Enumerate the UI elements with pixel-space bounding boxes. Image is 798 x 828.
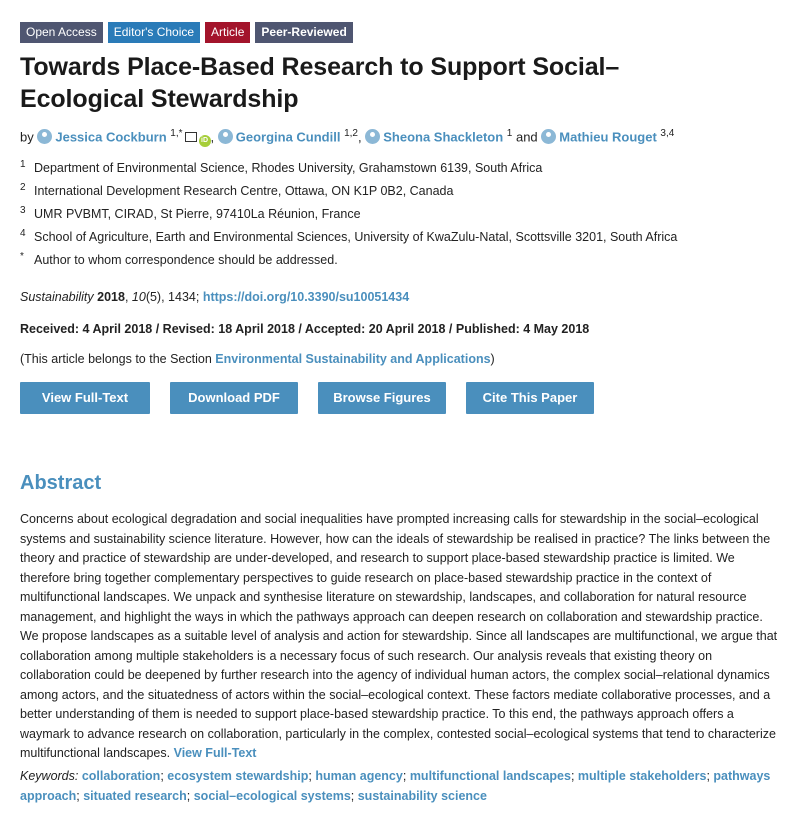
citation-issue-pages: (5), 1434; <box>145 290 200 304</box>
affiliation-number: 1 <box>20 159 26 170</box>
affiliation-number: * <box>20 251 24 262</box>
author-sup-3: 1 <box>506 128 513 139</box>
correspondence-note <box>20 249 778 272</box>
keyword-link[interactable]: ecosystem stewardship <box>167 768 309 783</box>
cite-this-paper-button[interactable]: Cite This Paper <box>466 382 594 414</box>
keywords-section: Keywords: collaboration; ecosystem stewardship; human agency; multifunctional landscapes; multiple stakeholders; pathways approach; situated research; social–ecological systems; sustainability science <box>20 768 771 803</box>
section-link[interactable]: Environmental Sustainability and Applications <box>215 352 491 366</box>
section-note <box>20 350 778 368</box>
affiliation-text: UMR PVBMT, CIRAD, St Pierre, 97410La Réunion, France <box>34 207 361 221</box>
email-icon[interactable] <box>185 132 197 142</box>
doi-link[interactable]: https://doi.org/10.3390/su10051434 <box>202 290 410 304</box>
affiliation-number: 2 <box>20 182 26 193</box>
keyword-link[interactable]: sustainability science <box>357 788 487 803</box>
abstract-text: Concerns about ecological degradation and social inequalities have prompted increasing calls for stewardship in the social–ecological systems and sustainability science literature. However, how can the ideals of stewardship be realised in practice? The links between the theory and practice of stewardship are under-developed, and research to support place-based stewardship practice is limited. We therefore bring together complementary perspectives to guide research on place-based stewardship practice in the context of multifunctional landscapes. We unpack and synthesise literature on stewardship, landscapes, and collaboration for natural resource management, and highlight the ways in which the pathways approach can deepen research on collaboration and stewardship practice. We propose landscapes as a suitable level of analysis and action for stewardship. Since all landscapes are multifunctional, we argue that collaboration among multiple stakeholders is a necessary focus of such research. Our analysis reveals that existing theory on collaboration could be deepened by further research into the agency of individual human actors, the complex social–relational dynamics among actors, and the situatedness of actors within the social–ecological context. These factors mediate collaborative processes, and a better understanding of them is needed to support place-based stewardship practice. To this end, the pathways approach offers a waymark to advance research on collaboration, particularly in the complex, contested social–ecological systems that tend to characterize multifunctional landscapes. <box>20 512 778 760</box>
keywords-label: Keywords: <box>20 768 79 783</box>
section-prefix: (This article belongs to the Section <box>20 352 212 366</box>
citation-line: Sustainability 2018, 10(5), 1434; https://doi.org/10.3390/su10051434 <box>20 290 410 304</box>
section-suffix: ) <box>490 352 495 366</box>
title-line-2: Ecological Stewardship <box>20 85 299 113</box>
citation-volume: 10 <box>131 290 146 304</box>
title-line-1: Towards Place-Based Research to Support Social– <box>20 53 620 81</box>
affiliation-item <box>20 203 778 226</box>
author-link-3[interactable]: Sheona Shackleton <box>383 129 504 145</box>
person-icon <box>218 129 233 144</box>
abstract-view-full-text-link[interactable]: View Full-Text <box>173 746 257 760</box>
person-icon <box>365 129 380 144</box>
badge-open-access[interactable]: Open Access <box>20 22 103 43</box>
action-buttons <box>20 382 778 414</box>
author-sup-1: 1,* <box>170 128 183 139</box>
affiliation-item <box>20 226 778 249</box>
badge-peer-reviewed: Peer-Reviewed <box>255 22 352 43</box>
affiliation-text: School of Agriculture, Earth and Environmental Sciences, University of KwaZulu-Natal, Scottsville 3201, South Africa <box>34 230 678 244</box>
article-title <box>20 51 778 115</box>
author-sup-2: 1,2 <box>344 128 358 139</box>
orcid-icon[interactable]: iD <box>199 135 211 147</box>
author-sup-4: 3,4 <box>660 128 675 139</box>
publication-dates: Received: 4 April 2018 / Revised: 18 April 2018 / Accepted: 20 April 2018 / Published: 4 May 2018 <box>20 322 590 336</box>
author-link-4[interactable]: Mathieu Rouget <box>559 129 657 145</box>
abstract-heading: Abstract <box>20 472 102 494</box>
affiliation-text: International Development Research Centre, Ottawa, ON K1P 0B2, Canada <box>34 184 454 198</box>
badge-row <box>20 22 778 43</box>
keyword-link[interactable]: pathways approach <box>20 768 771 803</box>
person-icon <box>37 129 52 144</box>
view-full-text-button[interactable]: View Full-Text <box>20 382 150 414</box>
person-icon <box>541 129 556 144</box>
author-and: and <box>515 129 538 145</box>
keyword-link[interactable]: multifunctional landscapes <box>409 768 571 783</box>
author-link-2[interactable]: Georgina Cundill <box>235 129 341 145</box>
keyword-link[interactable]: social–ecological systems <box>193 788 351 803</box>
author-list: by Jessica Cockburn $^{1,*}$iD , Georgina Cundill $^{1,2}$, Sheona Shackleton $^1$ and Mathieu Rouget $^{3,4}$ <box>20 125 778 145</box>
journal-name: Sustainability <box>20 290 94 304</box>
affiliation-text: Author to whom correspondence should be addressed. <box>34 253 338 267</box>
affiliation-item <box>20 180 778 203</box>
affiliation-number: 4 <box>20 228 26 239</box>
author-link-1[interactable]: Jessica Cockburn <box>55 129 167 145</box>
keyword-link[interactable]: human agency <box>315 768 403 783</box>
badge-editors-choice[interactable]: Editor's Choice <box>108 22 200 43</box>
browse-figures-button[interactable]: Browse Figures <box>318 382 446 414</box>
affiliation-number: 3 <box>20 205 26 216</box>
affiliation-item <box>20 157 778 180</box>
download-pdf-button[interactable]: Download PDF <box>170 382 298 414</box>
affiliation-list <box>20 157 778 272</box>
abstract-body <box>20 510 778 764</box>
affiliation-text: Department of Environmental Science, Rhodes University, Grahamstown 6139, South Africa <box>34 161 543 175</box>
by-label: by <box>20 129 34 145</box>
keyword-link[interactable]: collaboration <box>81 768 161 783</box>
citation-year: 2018 <box>97 290 125 304</box>
badge-article: Article <box>205 22 250 43</box>
keyword-link[interactable]: situated research <box>83 788 187 803</box>
keyword-link[interactable]: multiple stakeholders <box>577 768 707 783</box>
